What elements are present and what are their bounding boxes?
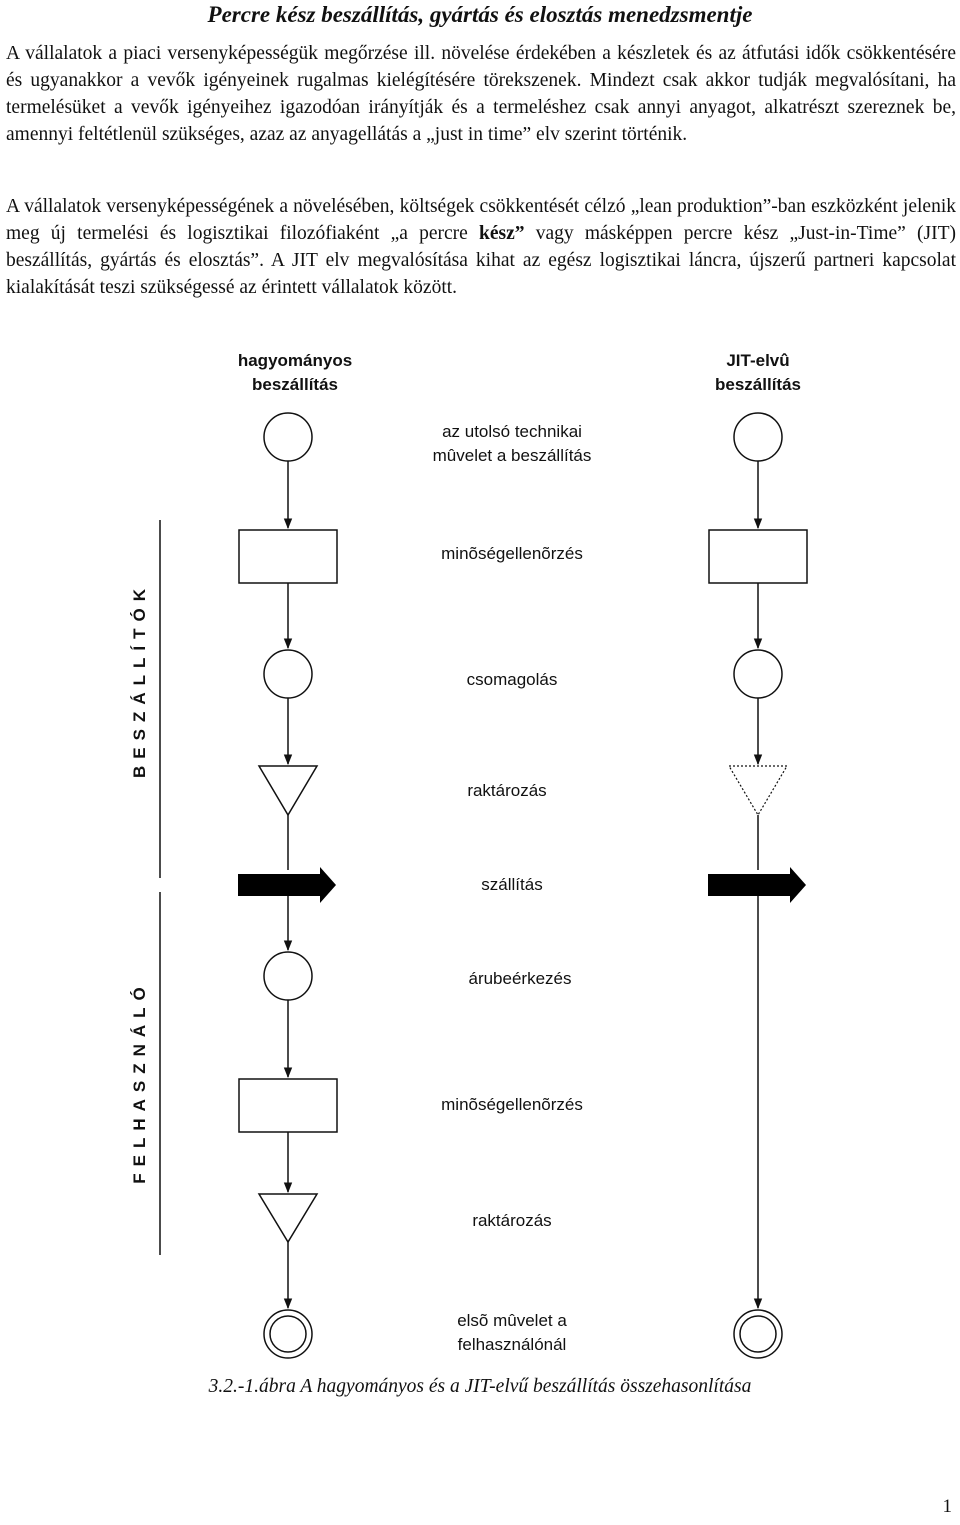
step-packaging: csomagolás: [466, 670, 558, 689]
storage-triangle-icon: [259, 766, 317, 815]
operation-circle-icon: [264, 650, 312, 698]
operation-circle-icon: [734, 650, 782, 698]
page-number: 1: [942, 1496, 952, 1517]
operation-circle-icon: [264, 952, 312, 1000]
inspection-rect-icon: [709, 530, 807, 583]
operation-circle-icon: [734, 413, 782, 461]
traditional-column: [238, 413, 337, 1358]
operation-circle-icon: [264, 413, 312, 461]
step-storage-2: raktározás: [472, 1211, 552, 1230]
storage-triangle-dashed-icon: [729, 766, 787, 815]
transport-arrow-icon: [238, 867, 336, 903]
inspection-rect-icon: [239, 530, 337, 583]
paragraph-intro: A vállalatok a piaci versenyképességük megőrzése ill. növelése érdekében a készletek és az átfutási idők csökkentésére és ugyanakkor a vevők igényeinek rugalmas kielégítésére törekszenek. Mindezt csak akkor tudják megvalósítani, ha termelésüket a vevők igényeihez igazodóan irányítják és a termeléshez csak annyi anyagot, alkatrészt szereznek be, amennyi feltétlenül szükséges, azaz az anyagellátás a „just in time” elv szerint történik.: [6, 43, 956, 145]
figure-caption: 3.2.-1.ábra A hagyományos és a JIT-elvű beszállítás összehasonlítása: [208, 1376, 752, 1397]
jit-column-title: JIT-elvû beszállítás: [715, 351, 801, 394]
transport-arrow-icon: [708, 867, 806, 903]
step-storage-1: raktározás: [467, 781, 547, 800]
storage-triangle-icon: [259, 1194, 317, 1242]
final-operation-icon: [264, 1310, 312, 1358]
side-label-user: FELHASZNÁLÓ: [130, 980, 149, 1184]
step-quality-control-1: minõségellenõrzés: [441, 544, 583, 563]
paragraph-lean-part1: A vállalatok versenyképességének a növelésében, költségek csökkentését célzó „lean produktion”-ban eszközként jelenik meg új termelési és logisztikai filozófiaként „a percre: [6, 196, 956, 244]
step-shipping: szállítás: [481, 875, 543, 894]
inspection-rect-icon: [239, 1079, 337, 1132]
step-first-operation: elsõ mûvelet a felhasználónál: [457, 1311, 567, 1354]
step-receiving: árubeérkezés: [468, 969, 572, 988]
jit-column: [708, 413, 807, 1358]
step-last-operation: az utolsó technikai mûvelet a beszállítás: [432, 422, 592, 465]
step-quality-control-2: minõségellenõrzés: [441, 1095, 583, 1114]
page-title: Percre kész beszállítás, gyártás és elosztás menedzsmentje: [207, 2, 753, 27]
side-label-suppliers: BESZÁLLÍTÓK: [130, 582, 149, 778]
paragraph-lean-part2: vagy másképpen percre kész „Just-in-Time” (JIT) beszállítás, gyártás és elosztás”. A JIT elv megvalósítása kihat az egész logisztikai láncra, újszerű partneri kapcsolat kialakítását teszi szükségessé az érintett vállalatok között.: [6, 223, 956, 298]
traditional-column-title: hagyományos beszállítás: [237, 351, 353, 394]
final-operation-icon: [734, 1310, 782, 1358]
paragraph-lean-bold: kész”: [479, 223, 525, 244]
